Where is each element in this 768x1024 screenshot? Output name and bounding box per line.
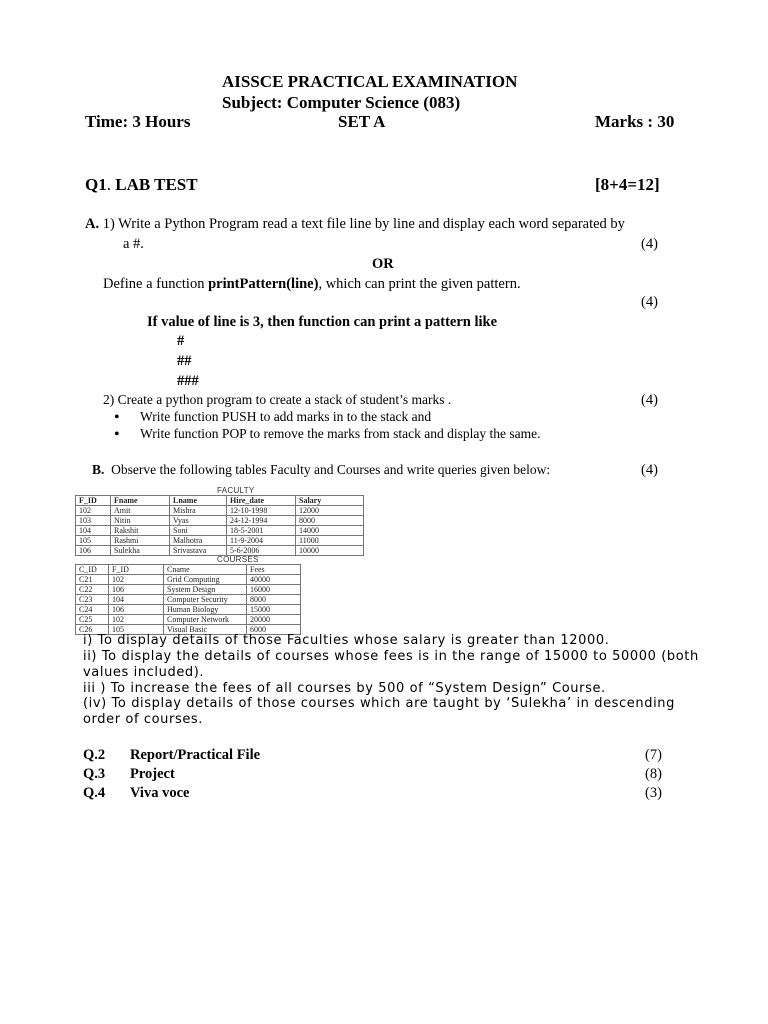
q4-marks: (3) (645, 785, 662, 801)
courses-caption: COURSES (217, 555, 259, 564)
pattern-line-2: ## (177, 353, 192, 369)
table-row (76, 526, 364, 536)
q1-number: Q1 (85, 175, 107, 194)
table-cell: 102 (109, 615, 164, 625)
table-cell: 8000 (247, 595, 301, 605)
define-pre: Define a function (103, 276, 209, 292)
q1-heading (85, 175, 198, 195)
table-row (76, 595, 301, 605)
table-cell: C25 (76, 615, 109, 625)
function-name: printPattern(line) (208, 276, 319, 292)
table-cell: 103 (76, 516, 111, 526)
table-cell: 102 (109, 575, 164, 585)
table-cell: 11-9-2004 (227, 536, 296, 546)
table-cell: Rashmi (111, 536, 170, 546)
table-cell: 5-6-2006 (227, 546, 296, 556)
table-cell: Srivastava (170, 546, 227, 556)
exam-title: AISSCE PRACTICAL EXAMINATION (222, 72, 518, 91)
table-cell: C21 (76, 575, 109, 585)
table-cell: 104 (109, 595, 164, 605)
table-cell: 102 (76, 506, 111, 516)
table-cell: C24 (76, 605, 109, 615)
table-row (76, 585, 301, 595)
question-a1-text: 1) Write a Python Program read a text file line by line and display each word separated by (99, 216, 625, 232)
table-cell: Amit (111, 506, 170, 516)
question-a1-marks: (4) (641, 236, 658, 252)
table-cell: 20000 (247, 615, 301, 625)
table-row (76, 506, 364, 516)
table-cell: 106 (76, 546, 111, 556)
table-cell: Human Biology (164, 605, 247, 615)
table-cell: 104 (76, 526, 111, 536)
pattern-line-3: ### (177, 373, 199, 389)
courses-col-fid: F_ID (109, 565, 164, 575)
table-row (76, 605, 301, 615)
table-cell: 15000 (247, 605, 301, 615)
courses-table (75, 564, 301, 635)
define-post: , which can print the given pattern. (318, 276, 521, 292)
table-cell: Computer Network (164, 615, 247, 625)
query-4-line2: order of courses. (83, 712, 204, 727)
time-label: Time: 3 Hours (85, 112, 191, 131)
table-cell: 106 (109, 605, 164, 615)
define-marks: (4) (641, 294, 658, 310)
table-cell: 6000 (247, 625, 301, 635)
marks-label: Marks : 30 (595, 112, 675, 131)
table-row (76, 575, 301, 585)
question-a1-line2: a #. (123, 236, 144, 252)
table-cell: 14000 (296, 526, 364, 536)
faculty-col-fid: F_ID (76, 496, 111, 506)
q4-number: Q.4 (83, 785, 106, 801)
faculty-header-row (76, 496, 364, 506)
table-cell: 105 (109, 625, 164, 635)
table-cell: C26 (76, 625, 109, 635)
or-divider: OR (372, 256, 394, 272)
table-cell: 10000 (296, 546, 364, 556)
table-cell: Sulekha (111, 546, 170, 556)
table-cell: 12-10-1998 (227, 506, 296, 516)
question-b (92, 462, 550, 478)
question-a1-line1 (85, 216, 625, 233)
table-cell: System Design (164, 585, 247, 595)
table-cell: 16000 (247, 585, 301, 595)
table-cell: Mishra (170, 506, 227, 516)
query-4-line1: (iv) To display details of those courses which are taught by ‘Sulekha’ in descending (83, 696, 675, 711)
table-cell: Visual Basic (164, 625, 247, 635)
table-cell: 105 (76, 536, 111, 546)
table-cell: 24-12-1994 (227, 516, 296, 526)
table-cell: Vyas (170, 516, 227, 526)
question-a2-marks: (4) (641, 392, 658, 408)
table-cell: 8000 (296, 516, 364, 526)
faculty-col-salary: Salary (296, 496, 364, 506)
q2-title: Report/Practical File (130, 747, 261, 763)
pattern-intro: If value of line is 3, then function can print a pattern like (147, 314, 498, 330)
table-row (76, 516, 364, 526)
table-cell: Soni (170, 526, 227, 536)
query-2-line1: ii) To display the details of courses whose fees is in the range of 15000 to 50000 (both (83, 649, 699, 664)
courses-col-cid: C_ID (76, 565, 109, 575)
table-cell: C23 (76, 595, 109, 605)
faculty-col-hiredate: Hire_date (227, 496, 296, 506)
table-cell: 12000 (296, 506, 364, 516)
query-3: iii ) To increase the fees of all courses by 500 of “System Design” Course. (83, 681, 606, 696)
question-a2: 2) Create a python program to create a stack of student’s marks . (103, 392, 452, 407)
set-label: SET A (338, 112, 386, 131)
question-b-text: Observe the following tables Faculty and Courses and write queries given below: (111, 462, 551, 477)
courses-col-fees: Fees (247, 565, 301, 575)
faculty-col-lname: Lname (170, 496, 227, 506)
table-row (76, 546, 364, 556)
table-cell: 106 (109, 585, 164, 595)
bullet-pop: • Write function POP to remove the marks from stack and display the same. (140, 426, 541, 442)
table-row (76, 615, 301, 625)
table-cell: C22 (76, 585, 109, 595)
question-b-label: B. (92, 462, 105, 477)
question-a-label: A. (85, 216, 100, 232)
table-cell: Nitin (111, 516, 170, 526)
q3-number: Q.3 (83, 766, 106, 782)
table-cell: Grid Computing (164, 575, 247, 585)
faculty-col-fname: Fname (111, 496, 170, 506)
q2-marks: (7) (645, 747, 662, 763)
q3-title: Project (130, 766, 175, 782)
table-cell: Computer Security (164, 595, 247, 605)
faculty-caption: FACULTY (217, 486, 255, 495)
table-cell: Malhotra (170, 536, 227, 546)
courses-col-cname: Cname (164, 565, 247, 575)
define-function-text (103, 276, 521, 293)
table-cell: Rakshit (111, 526, 170, 536)
subject-line: Subject: Computer Science (083) (222, 93, 461, 112)
table-cell: 40000 (247, 575, 301, 585)
q1-marks: [8+4=12] (595, 175, 660, 194)
q2-number: Q.2 (83, 747, 106, 763)
courses-header-row (76, 565, 301, 575)
q1-dot: . (106, 175, 111, 194)
q1-title: LAB TEST (110, 175, 198, 194)
question-b-marks: (4) (641, 462, 658, 478)
query-2-line2: values included). (83, 665, 205, 680)
q4-title: Viva voce (130, 785, 190, 801)
q3-marks: (8) (645, 766, 662, 782)
faculty-table (75, 495, 364, 556)
table-cell: 11000 (296, 536, 364, 546)
table-row (76, 536, 364, 546)
pattern-line-1: # (177, 333, 185, 349)
table-cell: 18-5-2001 (227, 526, 296, 536)
query-1: i) To display details of those Faculties whose salary is greater than 12000. (83, 633, 610, 648)
bullet-push: • Write function PUSH to add marks in to the stack and (140, 409, 431, 425)
